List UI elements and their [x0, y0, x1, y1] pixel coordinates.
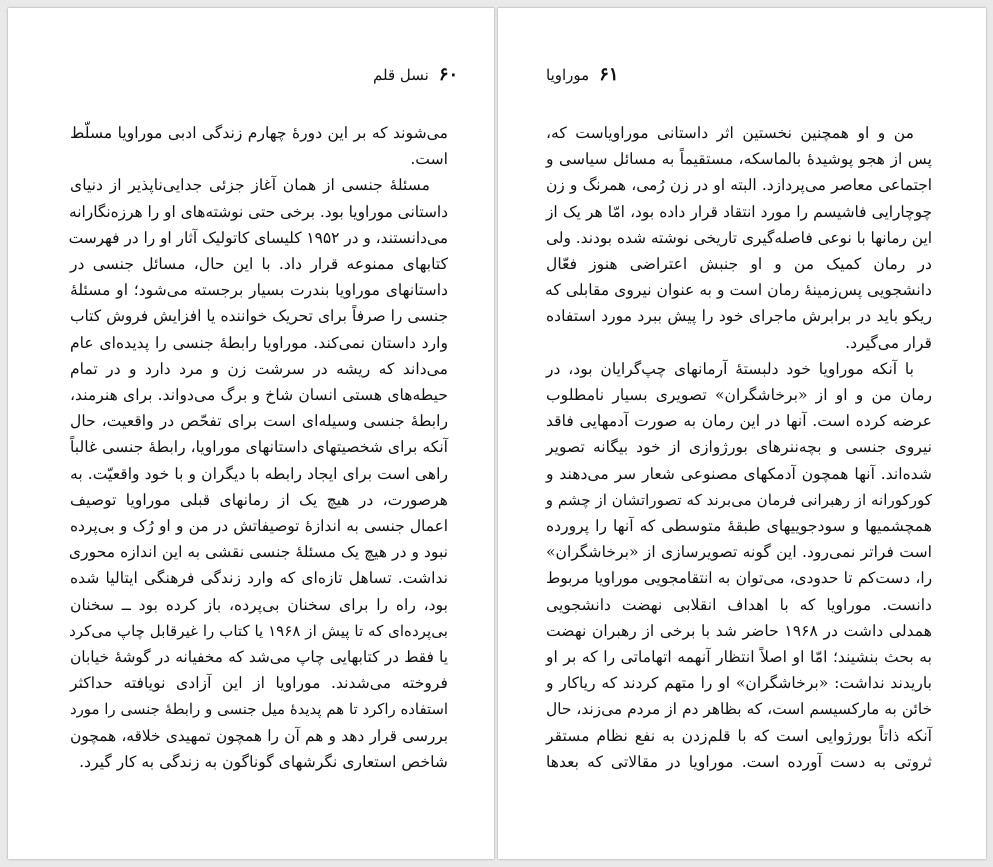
- text-line: مسئلهٔ جنسی از همان آغاز جزئی جدایی‌ناپذیر از دنیای: [70, 176, 430, 195]
- text-line: است.: [410, 150, 448, 169]
- text-line: می‌دانستند، و در ۱۹۵۲ کلیسای کاتولیک آثار او را در فهرست: [68, 228, 448, 247]
- text-line: شده‌اند. آنها همچون آدمکهای مصنوعی شعار سر می‌دهند و: [546, 464, 932, 483]
- page-body: [70, 120, 448, 775]
- running-title: موراویا: [546, 66, 590, 84]
- page-number: ۶۰: [438, 64, 459, 85]
- text-line: این رمانها با نوعی فاصله‌گیری تاریخی نوشته شده بودند. ولی: [546, 228, 932, 247]
- text-line: نبود و در هیچ یک مسئلهٔ جنسی نقشی به این اندازه محوری: [68, 543, 448, 562]
- text-line: جنسی را صرفاً برای تحریک خواننده یا افزایش فروش کتاب: [70, 307, 448, 326]
- text-line: کورکورانه از رهبرانی فرمان می‌برند که تصوراتشان از چشم و: [545, 490, 932, 509]
- text-line: بی‌پرده‌ای که تا پیش از ۱۹۶۸ یا کتاب را غیرقابل چاپ می‌کرد: [69, 621, 448, 640]
- text-line: آنکه برای شخصیتهای داستانهای موراویا، رابطهٔ جنسی غالباً: [70, 438, 448, 457]
- text-line: عرضه کرده است. آنها در این رمان به صورت آدمهایی فاقد: [546, 412, 932, 431]
- page-number: ۶۱: [599, 64, 619, 85]
- text-line: شاخص استعاری نگرشهای گوناگون به زندگی به کار گیرد.: [79, 752, 448, 771]
- page-header: [546, 64, 619, 85]
- text-line: به بحث بنشیند؛ امّا او اصلاً انتظار آنهمه اتهاماتی را که بر او: [546, 648, 932, 667]
- text-line: را، دست‌کم تا حدودی، می‌توان به انتقامجویی موراویا مربوط: [546, 569, 932, 588]
- text-line: اعمال جنسی به اندازهٔ توصیفاتش در من و او رُک و بی‌پرده: [70, 517, 448, 536]
- text-line: نیروی جنسی و بچه‌ننرهای بورژوازی از خود بیگانه تصویر: [546, 438, 932, 457]
- text-line: بررسی قرار دهد و هم آن را همچون تمهیدی خلاقه، همچون: [70, 726, 448, 745]
- text-line: است فراتر نمی‌رود. این گونه تصویرسازی از «برخاشگران»: [546, 543, 932, 562]
- text-line: ریکو باید در برابرش ماجرای خود را پیش ببرد مورد استفاده: [546, 307, 932, 326]
- text-line: رمان من و او از «برخاشگران» تصویری بسیار نامطلوب: [546, 386, 932, 405]
- text-line: داستانهای موراویا بندرت بسیار برجسته می‌شود؛ او مسئلهٔ: [70, 281, 448, 300]
- text-line: بود، راه را برای سخنان بی‌پرده، باز کرده بود ــ سخنان: [70, 595, 448, 614]
- text-line: باریدند نداشت: «برخاشگران» او را متهم کردند که ریاکار و: [546, 674, 932, 693]
- text-line: من و او همچنین نخستین اثر داستانی موراویاست که،: [546, 124, 914, 142]
- text-line: رابطهٔ جنسی وسیله‌ای است برای تفحّص در واقعیت، حال: [70, 412, 448, 431]
- text-line: استفاده راکرد تا هم پدیدهٔ میل جنسی و رابطهٔ جنسی را مورد: [70, 700, 448, 719]
- text-line: وارد داستان نمی‌کند. موراویا رابطهٔ جنسی را پدیده‌ای عام: [70, 333, 448, 352]
- text-line: دانست. موراویا که با اهداف انقلابی نهضت دانشجویی: [546, 595, 932, 614]
- text-line: نداشت. تساهل تازه‌ای که وارد زندگی فرهنگی ایتالیا شده: [70, 569, 448, 588]
- text-line: همدلی داشت در ۱۹۶۸ حاضر شد با برخی از رهبران نهضت: [546, 621, 933, 640]
- page-header: [373, 64, 458, 85]
- right-page: [498, 8, 986, 859]
- text-line: همچشمیها و سودجوییهای طبقهٔ متوسطی که آنها را پرورده: [546, 517, 932, 536]
- text-line: داستانی موراویا بود. برخی حتی نوشته‌های او را هرزه‌نگارانه: [69, 202, 448, 221]
- text-line: دانشجویی پس‌زمینهٔ رمان است و به عنوان نیروی مقابلی که: [544, 281, 932, 300]
- text-line: می‌داند که ریشه در سرشت زن و مرد دارد و در تمام: [70, 359, 448, 378]
- text-line: در رمان کمیک من و او جنبش اعتراضی هنوز فعّال: [546, 255, 932, 274]
- text-line: اجتماعی معاصر می‌پردازد. البته او در زن رُمی، همرنگ و زن: [546, 176, 932, 195]
- text-line: حیطه‌های هستی انسان شاخ و برگ می‌دواند. برای هنرمند،: [70, 386, 448, 405]
- text-line: ثروتی به دست آورده است. موراویا در مقالاتی که بعدها: [546, 752, 932, 771]
- text-line: راهی است برای ایجاد رابطه با دیگران و با خود واقعیّت. به: [70, 464, 448, 483]
- running-title: نسل قلم: [373, 66, 429, 84]
- text-line: کتابهای ممنوعه قرار داد. با این حال، مسائل جنسی در: [70, 255, 448, 274]
- text-line: قرار می‌گیرد.: [845, 333, 932, 352]
- left-page: [8, 8, 494, 859]
- text-line: فروخته می‌شدند. موراویا از این آزادی نویافته حداکثر: [70, 674, 448, 693]
- text-line: آنکه ذاتاً بورژوایی است که با قلم‌زدن به نفع نظام مستقر: [546, 726, 932, 745]
- text-line: خائن به مارکسیسم است، که بظاهر دم از مردم می‌زند، حال: [546, 700, 932, 719]
- text-line: می‌شوند که بر این دورهٔ چهارم زندگی ادبی موراویا مسلّط: [70, 124, 448, 142]
- text-line: با آنکه موراویا خود دلبستهٔ آرمانهای چپ‌گرایان بود، در: [546, 359, 914, 378]
- text-line: هرصورت، در هیچ یک از رمانهای قبلی موراویا توصیف: [70, 490, 448, 509]
- text-line: پس از هجو پوشیدهٔ بالماسکه، مستقیماً به مسائل سیاسی و: [546, 150, 932, 169]
- text-line: یا فقط در کتابهایی چاپ می‌شد که مخفیانه در گوشهٔ خیابان: [70, 648, 448, 667]
- page-body: [546, 120, 932, 775]
- text-line: چوچارایی فاشیسم را مورد انتقاد قرار داده بود، امّا هر یک از: [546, 202, 932, 221]
